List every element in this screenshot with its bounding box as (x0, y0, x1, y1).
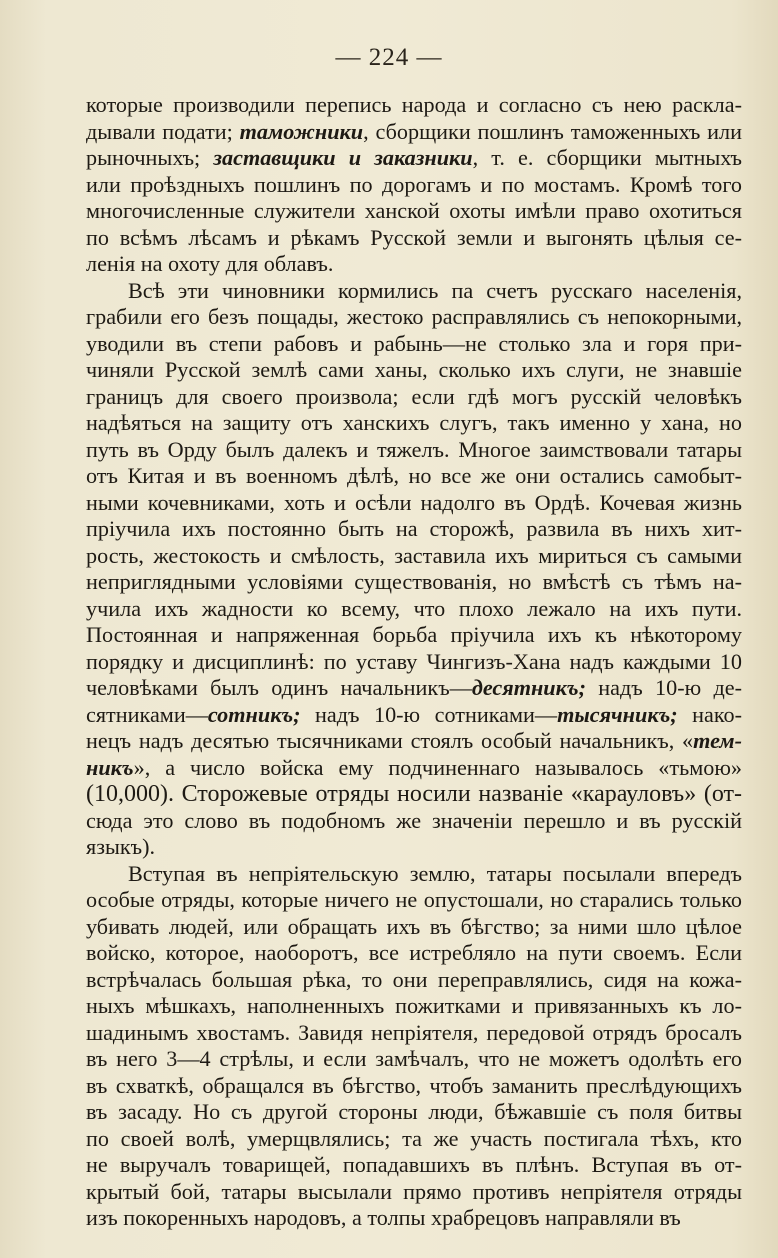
emphasized-term: заставщики и заказники (213, 145, 473, 170)
text-line (86, 1126, 742, 1153)
text-line (86, 1020, 742, 1047)
text-run: или проѣздныхъ пошлинъ по дорогамъ и по мостамъ. Кромѣ того (86, 171, 742, 197)
text-run: по всѣмъ лѣсамъ и рѣкамъ Русской земли и выгонять цѣлыя се- (86, 224, 742, 250)
text-run: дывали подати; (86, 118, 240, 144)
text-run: крытый бой, татары высылали прямо противъ непріятеля отряды (86, 1178, 742, 1204)
text-line (86, 1099, 742, 1126)
text-run: надъ 10-ю де- (585, 675, 742, 700)
text-line (86, 384, 742, 411)
text-line (86, 728, 742, 755)
text-line (86, 569, 742, 596)
body-text (86, 92, 742, 1232)
text-line (86, 940, 742, 967)
text-run: отъ Китая и въ военномъ дѣлѣ, но все же они остались самобыт- (86, 463, 742, 488)
text-run: чиняли Русской землѣ сами ханы, сколько ихъ слуги, не знавшіе (86, 357, 742, 382)
text-line (86, 622, 742, 649)
text-run: границъ для своего произвола; если гдѣ могъ русскій человѣкъ (86, 383, 742, 409)
text-line (86, 781, 742, 808)
text-run: человѣками былъ одинъ начальникъ— (86, 675, 472, 700)
text-line (86, 755, 742, 782)
text-line (86, 993, 742, 1020)
text-run: рыночныхъ; (86, 145, 214, 170)
text-run: по своей волѣ, умерщвлялись; та же участь постигала тѣхъ, кто (86, 1125, 742, 1151)
text-run: Вступая въ непріятельскую землю, татары посылали впередъ (128, 860, 742, 886)
text-run: , сборщики пошлинъ таможенныхъ или (363, 118, 742, 144)
text-line (86, 145, 742, 172)
text-run: неприглядными условіями существованія, но вмѣстѣ съ тѣмъ на- (86, 569, 742, 594)
text-run: надъ 10-ю сотниками— (300, 701, 558, 727)
text-line (86, 1152, 742, 1179)
text-run: рость, жестокость и смѣлость, заставила ихъ мириться съ самыми (86, 542, 742, 568)
text-run: уводили въ степи рабовъ и рабынь—не столько зла и горя при- (86, 330, 742, 356)
text-line (86, 861, 742, 888)
text-run: , т. е. сборщики мытныхъ (472, 145, 742, 170)
text-run: нецъ надъ десятью тысячниками стоялъ особый начальникъ, « (86, 728, 694, 753)
text-line (86, 702, 742, 729)
text-run: сюда это слово въ подобномъ же значеніи перешло и въ русскій (86, 807, 742, 833)
text-run: языкъ). (86, 834, 156, 859)
text-line (86, 675, 742, 702)
text-run: изъ покоренныхъ народовъ, а толпы храбрецовъ направляли въ (86, 1205, 681, 1230)
text-run: порядку и дисциплинѣ: по уставу Чингизъ-Хана надъ каждыми 10 (86, 648, 742, 674)
text-line (86, 967, 742, 994)
text-line (86, 649, 742, 676)
text-line (86, 1046, 742, 1073)
text-run: учила ихъ жадности ко всему, что плохо лежало на ихъ пути. (86, 595, 742, 621)
text-line (86, 1073, 742, 1100)
text-run: Постоянная и напряженная борьба пріучила ихъ къ нѣкоторому (86, 622, 742, 647)
text-line (86, 251, 742, 278)
text-line (86, 596, 742, 623)
text-line (86, 92, 742, 119)
text-run: ленія на охоту для облавъ. (86, 251, 334, 276)
text-line (86, 357, 742, 384)
emphasized-term: десятникъ; (471, 675, 586, 700)
text-line (86, 1179, 742, 1206)
text-line (86, 119, 742, 146)
text-line (86, 463, 742, 490)
text-line (86, 198, 742, 225)
text-line (86, 1205, 742, 1232)
text-run: многочисленные служители ханской охоты имѣли право охотиться (86, 198, 742, 223)
text-run: Всѣ эти чиновники кормились па счетъ русскаго населенія, (128, 277, 742, 303)
text-run: пріучила ихъ постоянно быть на сторожѣ, развила въ нихъ хит- (86, 516, 742, 541)
text-run: надѣяться на защиту отъ ханскихъ слугъ, такъ именно у хана, но (86, 410, 742, 435)
text-line (86, 834, 742, 861)
page-number: — 224 — (335, 44, 443, 71)
emphasized-term: тем- (693, 728, 742, 753)
text-line (86, 278, 742, 305)
text-run: сятниками— (86, 701, 208, 727)
text-line (86, 331, 742, 358)
emphasized-term: сотникъ; (207, 701, 301, 727)
emphasized-term: никъ (86, 754, 134, 780)
text-run: ными кочевниками, хоть и осѣли надолго въ Ордѣ. Кочевая жизнь (86, 489, 742, 515)
emphasized-term: таможники (239, 118, 364, 144)
text-line (86, 410, 742, 437)
text-run: ныхъ мѣшкахъ, наполненныхъ пожитками и привязанныхъ къ ло- (86, 993, 742, 1018)
text-run: встрѣчалась большая рѣка, то они переправлялись, сидя на кожа- (86, 966, 742, 992)
emphasized-term: тысячникъ; (557, 701, 678, 727)
text-run: грабили его безъ пощады, жестоко расправлялись съ непокорными, (86, 304, 742, 329)
text-line (86, 172, 742, 199)
text-line (86, 516, 742, 543)
text-run: въ схваткѣ, обращался въ бѣгство, чтобъ заманить преслѣдующихъ (86, 1072, 742, 1098)
text-line (86, 808, 742, 835)
text-run: шадинымъ хвостамъ. Завидя непріятеля, передовой отрядъ бросалъ (86, 1019, 742, 1045)
text-line (86, 304, 742, 331)
text-line (86, 543, 742, 570)
text-run: въ засаду. Но съ другой стороны люди, бѣжавшіе съ поля битвы (86, 1099, 742, 1124)
text-run: войско, которое, наоборотъ, все истребляло на пути своемъ. Если (86, 940, 742, 965)
text-run: особые отряды, которые ничего не опустошали, но старались только (86, 887, 742, 912)
text-run: нако- (677, 701, 742, 727)
text-run: », а число войска ему подчиненнаго называлось «тьмою» (133, 754, 742, 780)
text-line (86, 490, 742, 517)
text-line (86, 914, 742, 941)
text-run: въ него 3—4 стрѣлы, и если замѣчалъ, что не можетъ одолѣть его (86, 1046, 742, 1071)
text-run: (10,000). Сторожевые отряды носили названіе «карауловъ» (от- (86, 781, 742, 807)
text-line (86, 225, 742, 252)
text-run: путь въ Орду былъ далекъ и тяжелъ. Многое заимствовали татары (86, 436, 742, 462)
text-run: не выручалъ товарищей, попадавшихъ въ плѣнъ. Вступая въ от- (86, 1152, 742, 1177)
text-run: которые производили перепись народа и согласно съ нею раскла- (86, 92, 742, 117)
text-line (86, 437, 742, 464)
text-line (86, 887, 742, 914)
text-run: убивать людей, или обращать ихъ въ бѣгство; за ними шло цѣлое (86, 913, 742, 939)
